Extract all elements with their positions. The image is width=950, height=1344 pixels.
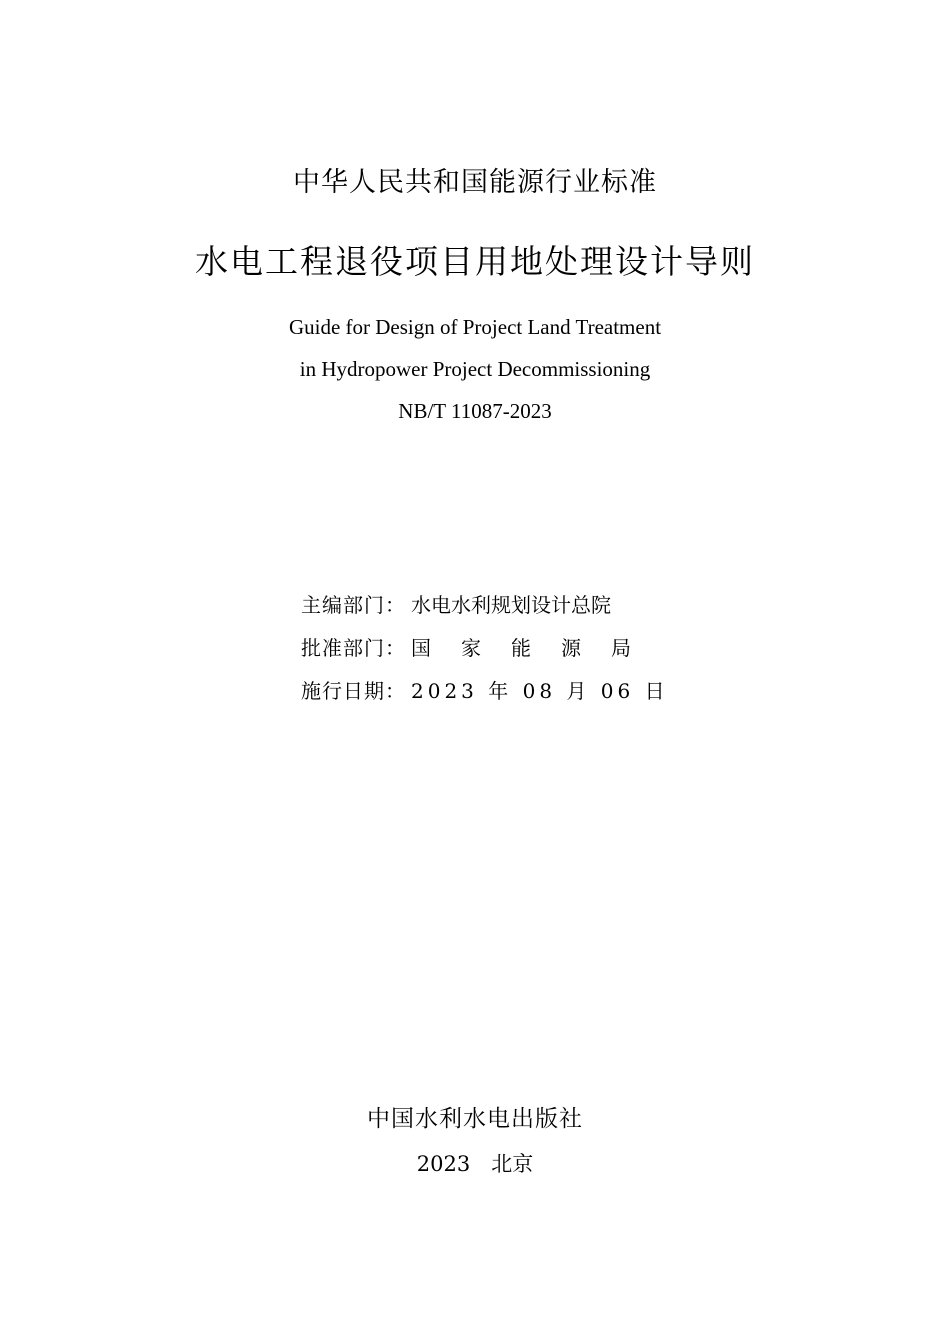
document-title-en-line2: in Hydropower Project Decommissioning [299,357,651,381]
effective-date-row [301,676,669,706]
effective-date-label: 施行日期： [301,679,406,703]
editor-row [301,590,611,620]
editor-label: 主编部门： [301,593,406,617]
standard-code: NB/T 11087-2023 [398,399,552,423]
standard-category: 中华人民共和国能源行业标准 [293,167,657,198]
document-title-en-line1: Guide for Design of Project Land Treatment [288,315,662,339]
publication-year-place: 2023 北京 [416,1152,534,1176]
approver-value: 国 家 能 源 局 [411,636,631,660]
editor-value: 水电水利规划设计总院 [411,593,611,617]
document-title-cn: 水电工程退役项目用地处理设计导则 [195,242,755,281]
effective-date-value: 2023 年 08 月 06 日 [411,679,669,703]
approver-label: 批准部门： [301,636,406,660]
publisher-name: 中国水利水电出版社 [367,1106,583,1132]
approver-row [301,633,631,663]
